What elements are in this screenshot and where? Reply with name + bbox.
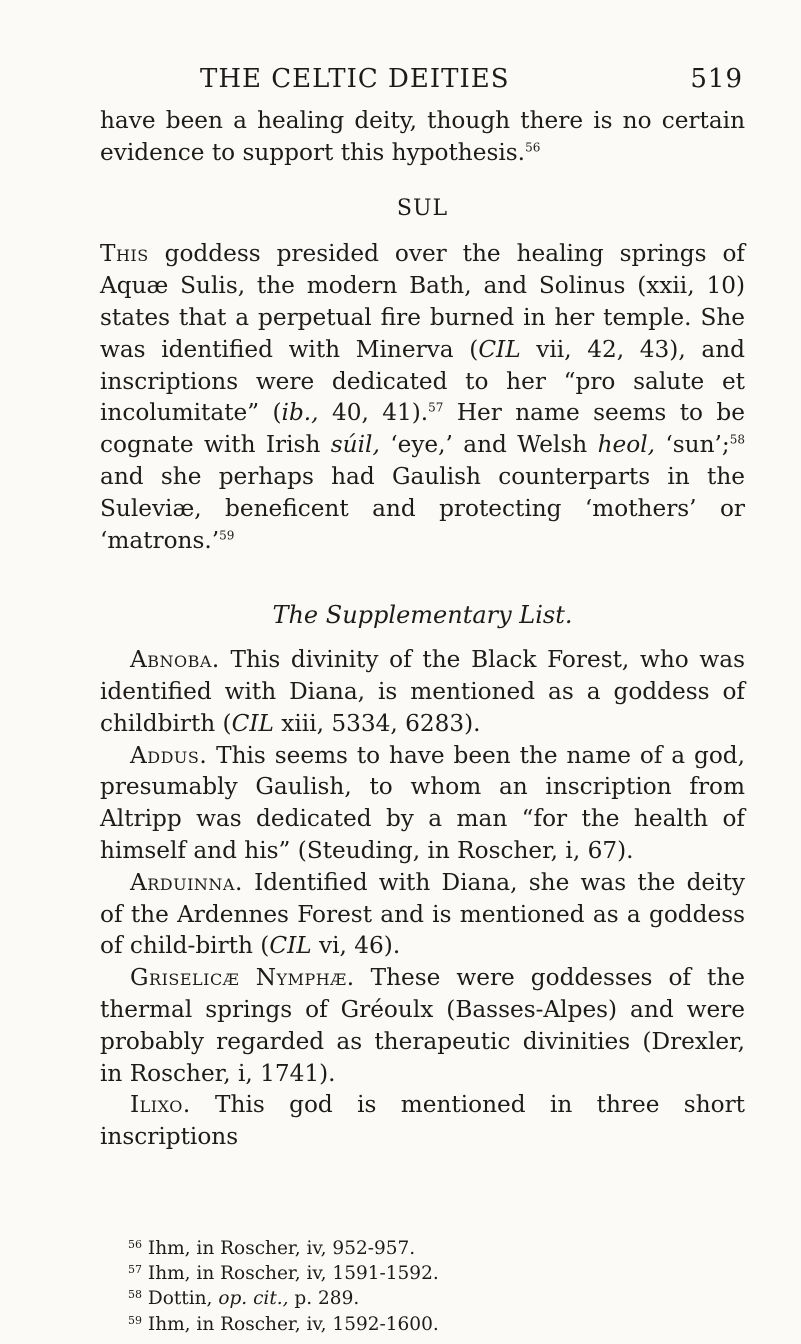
footnote-ref-57: 57 [428, 400, 444, 415]
footnote: $^{57}$ Ihm, in Roscher, iv, 1591-1592. [128, 1263, 439, 1285]
section-heading-sul: SUL [396, 195, 449, 221]
running-title: THE CELTIC DEITIES [200, 64, 510, 94]
supplementary-list-title: The Supplementary List. [272, 601, 573, 630]
main-text [100, 105, 745, 1153]
footnote-ref-58: 58 [729, 432, 745, 447]
entry-addus: Addus. This seems to have been the name of a god, presumably Gaulish, to whom an inscription from Altripp was dedicated by a man “for the health of himself and his” (Steuding, in Roscher, i, 67). [100, 741, 745, 864]
entry-ilixo: Ilixo. This god is mentioned in three short inscriptions [100, 1091, 745, 1151]
intro-paragraph: have been a healing deity, though there is no certain evidence to support this hypothesis.$^{56}$ [100, 107, 745, 166]
footnote-ref-59: 59 [219, 527, 235, 542]
entry-arduinna: Arduinna. Identified with Diana, she was the deity of the Ardennes Forest and is mentioned as a goddess of child-birth (CIL vi, 46). [100, 868, 745, 960]
running-header [100, 64, 743, 98]
footnotes [128, 1236, 439, 1337]
footnote: $^{58}$ Dottin, op. cit., p. 289. [128, 1288, 360, 1310]
page-number: 519 [690, 64, 743, 94]
entry-griselicae: Griselicæ Nymphæ. These were goddesses of the thermal springs of Gréoulx (Basses-Alpes) and were probably regarded as therapeutic divinities (Drexler, in Roscher, i, 1741). [100, 964, 745, 1087]
footnote: $^{56}$ Ihm, in Roscher, iv, 952-957. [128, 1238, 416, 1259]
sul-paragraph: This goddess presided over the healing springs of Aquæ Sulis, the modern Bath, and Solinus (xxii, 10) states that a perpetual fire burned in her temple. She was identified with Minerva (CIL vii, 42, 43), and inscriptions were dedicated to her “pro salute et incolumitate” (ib., 40, 41).$^{57}$ Her name seems to be cognate with Irish súil, ‘eye,’ and Welsh heol, ‘sun’;$^{58}$ and she perhaps had Gaulish counterparts in the Suleviæ, beneficent and protecting ‘mothers’ or ‘matrons.’$^{59}$ [100, 240, 745, 554]
entry-abnoba: Abnoba. This divinity of the Black Forest, who was identified with Diana, is mentioned as a goddess of childbirth (CIL xiii, 5334, 6283). [100, 646, 745, 737]
footnote: $^{59}$ Ihm, in Roscher, iv, 1592-1600. [128, 1313, 439, 1335]
footnote-ref-56: 56 [525, 140, 541, 155]
